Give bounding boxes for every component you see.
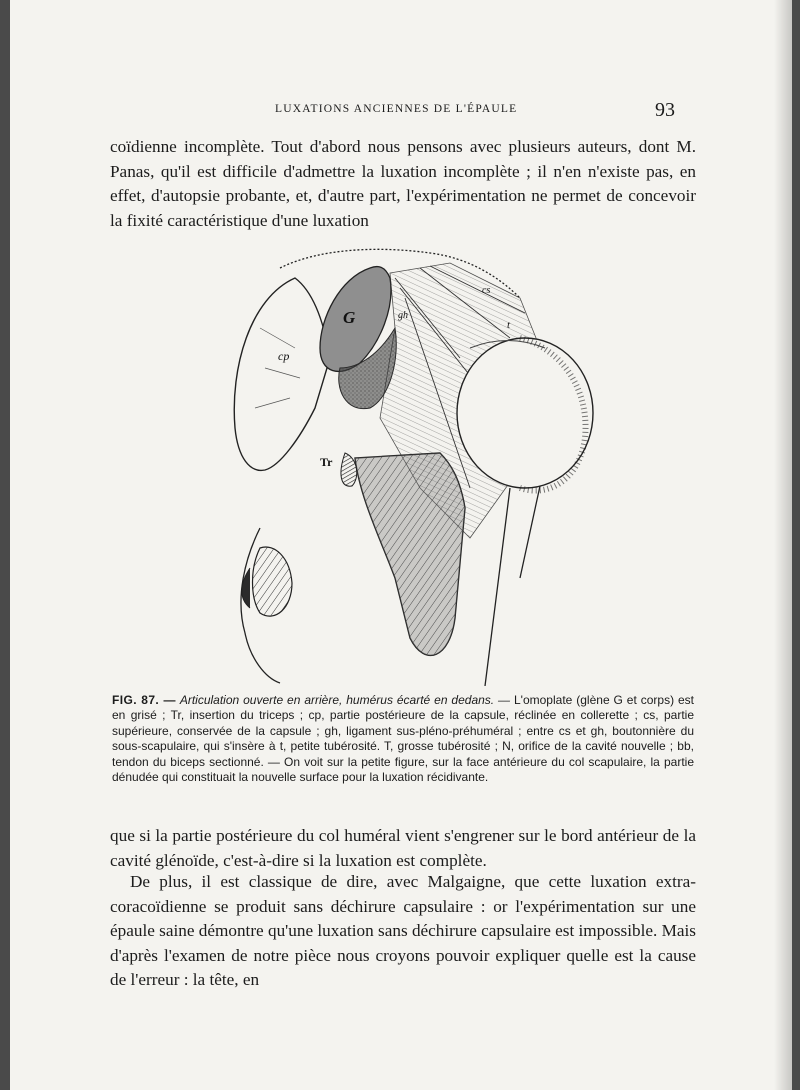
running-title: LUXATIONS ANCIENNES DE L'ÉPAULE [275,103,518,115]
body-paragraph-bottom-1: que si la partie postérieure du col huméral vient s'engrener sur le bord antérieur de la cavité glénoïde, c'est-à-dire si la luxation est complète. [110,826,696,870]
label-t: t [507,319,511,331]
caption-text: L'omoplate (glène G et corps) est en grisé ; Tr, insertion du triceps ; cp, partie postérieure de la capsule, réclinée en collerette ; cs, partie supérieure, conservée de la capsule ; gh, ligament sus-pléno-préhuméral ; entre cs et gh, boutonnière du sous-scapulaire, qui s'insère à t, petite tubérosité. T, grosse tubérosité ; N, orifice de la cavité nouvelle ; bb, tendon du biceps sectionné. — On voit sur la petite figure, sur la face antérieure du col scapulaire, la partie dénudée qui constituait la nouvelle surface pour la luxation récidivante. [112,693,695,785]
label-G: G [343,308,356,327]
figure-caption [112,693,694,785]
label-Tr: Tr [320,455,333,469]
body-paragraph-bottom-2: De plus, il est classique de dire, avec Malgaigne, que cette luxation extra-coracoïdienne se produit sans déchirure capsulaire : or l'expérimentation sur une épaule saine démontre qu'une luxation sans déchirure capsulaire est impossible. Mais d'après l'examen de notre pièce nous croyons pouvoir expliquer quelle est la cause de l'erreur : la tête, en [110,872,696,989]
label-cs: cs [482,285,491,296]
caption-title: Articulation ouverte en arrière, humérus écarté en dedans. — [179,693,511,707]
caption-label: FIG. 87. — [112,693,176,707]
humeral-head [457,338,593,488]
anatomical-figure [220,238,600,686]
body-paragraph-top: coïdienne incomplète. Tout d'abord nous pensons avec plusieurs auteurs, dont M. Panas, qu'il est difficile d'admettre la luxation incomplète ; il n'en n'existe pas, en effet, d'autopsie probante, et, d'autre part, l'expérimentation ne permet de concevoir la fixité caractéristique d'une luxation [110,137,696,230]
page-number: 93 [655,99,675,121]
label-cp: cp [278,349,290,363]
shoulder-joint-illustration [220,238,600,686]
book-page [10,0,792,1090]
label-gh: gh [398,310,408,321]
scapula-body [234,278,330,470]
inset-denuded-area [253,547,293,616]
